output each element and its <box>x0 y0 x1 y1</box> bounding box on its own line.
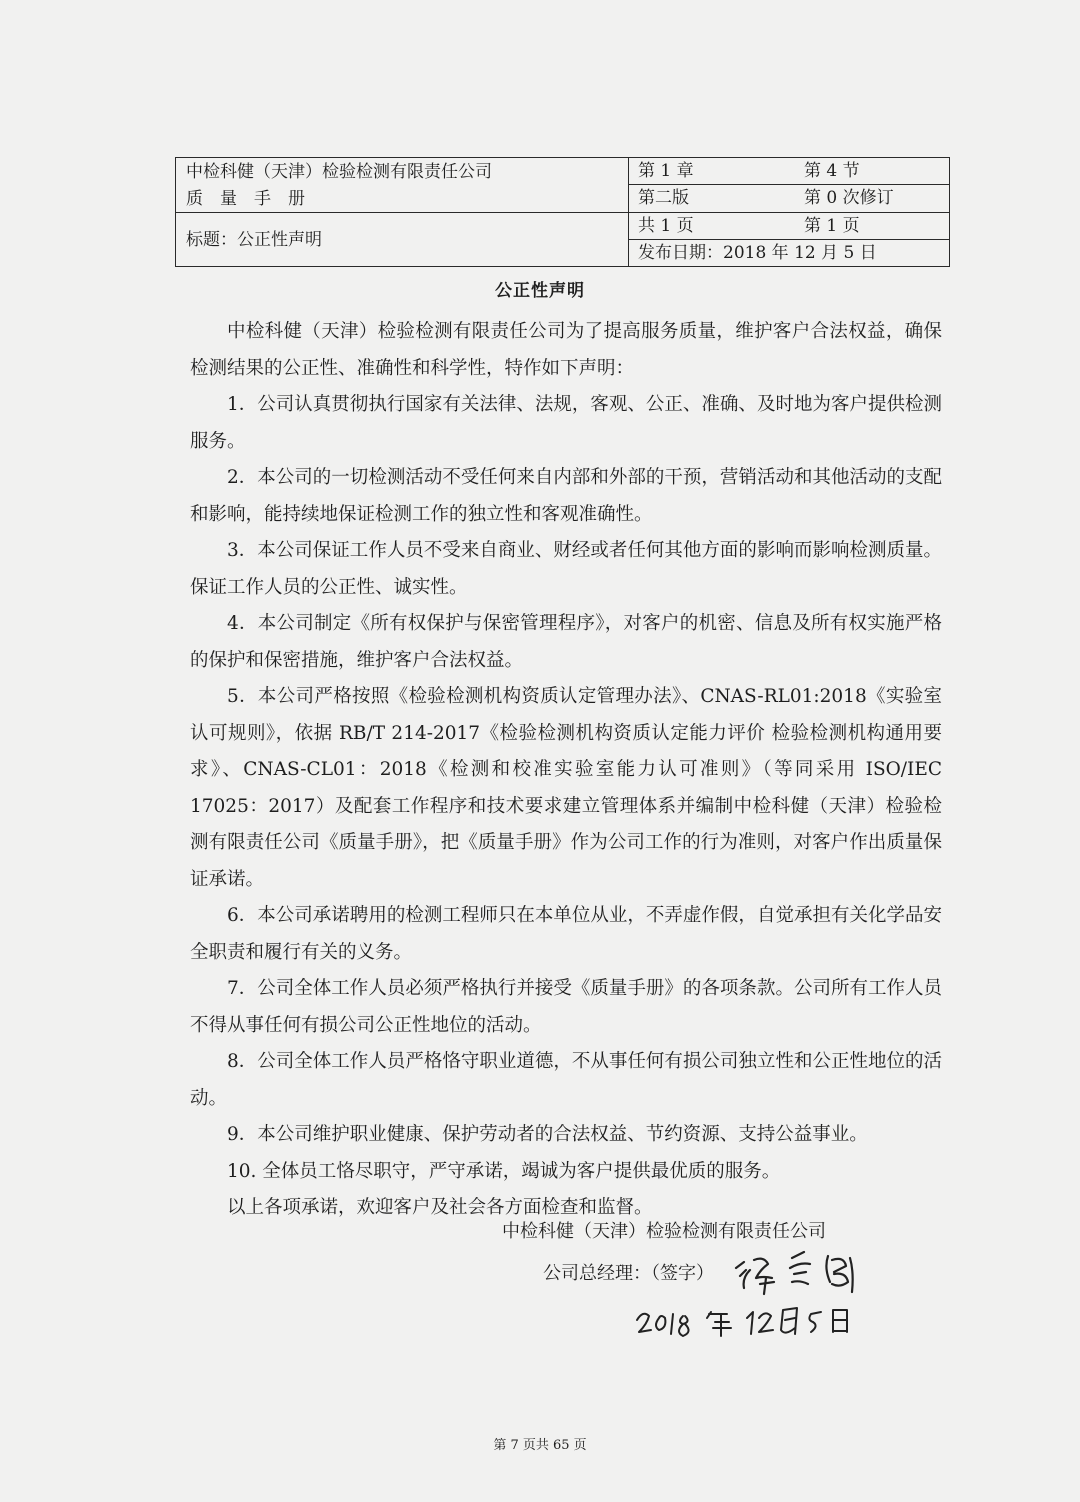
clause-7: 7．公司全体工作人员必须严格执行并接受《质量手册》的各项条款。公司所有工作人员不得从事任何有损公司公正性地位的活动。 <box>190 978 942 1036</box>
clause-10: 10. 全体员工恪尽职守，严守承诺，竭诚为客户提供最优质的服务。 <box>227 1160 781 1182</box>
closing-paragraph: 以上各项承诺，欢迎客户及社会各方面检查和监督。 <box>227 1197 653 1218</box>
header-title-label: 标题：公正性声明 <box>186 230 322 250</box>
intro-paragraph: 中检科健（天津）检验检测有限责任公司为了提高服务质量，维护客户合法权益，确保检测结果的公正性、准确性和科学性，特作如下声明： <box>190 321 942 379</box>
header-section: 第 4 节 <box>804 161 860 181</box>
statement-body <box>190 314 942 1227</box>
header-revision: 第 0 次修订 <box>804 188 894 208</box>
header-table <box>175 157 950 267</box>
header-total-pages: 共 1 页 <box>638 216 694 236</box>
header-chapter: 第 1 章 <box>638 161 694 181</box>
clause-6: 6．本公司承诺聘用的检测工程师只在本单位从业，不弄虚作假，自觉承担有关化学品安全职责和履行有关的义务。 <box>190 905 942 963</box>
clause-1: 1．公司认真贯彻执行国家有关法律、法规，客观、公正、准确、及时地为客户提供检测服务。 <box>190 394 942 452</box>
clause-8: 8．公司全体工作人员严格恪守职业道德，不从事任何有损公司独立性和公正性地位的活动。 <box>190 1051 942 1109</box>
header-manual: 质 量 手 册 <box>186 189 305 209</box>
header-edition: 第二版 <box>638 188 689 208</box>
handwritten-signature <box>730 1248 880 1298</box>
clause-2: 2．本公司的一切检测活动不受任何来自内部和外部的干预，营销活动和其他活动的支配和影响，能持续地保证检测工作的独立性和客观准确性。 <box>190 467 942 525</box>
clause-3: 3．本公司保证工作人员不受来自商业、财经或者任何其他方面的影响而影响检测质量。保证工作人员的公正性、诚实性。 <box>190 540 942 598</box>
clause-4: 4．本公司制定《所有权保护与保密管理程序》，对客户的机密、信息及所有权实施严格的保护和保密措施，维护客户合法权益。 <box>190 613 942 671</box>
header-company: 中检科健（天津）检验检测有限责任公司 <box>186 162 492 182</box>
document-title: 公正性声明 <box>495 281 585 301</box>
header-page: 第 1 页 <box>804 216 860 236</box>
header-release-date: 发布日期：2018 年 12 月 5 日 <box>638 243 877 263</box>
signature-company: 中检科健（天津）检验检测有限责任公司 <box>502 1221 826 1242</box>
clause-5: 5．本公司严格按照《检验检测机构资质认定管理办法》、CNAS-RL01:2018《实验室认可规则》，依据 RB/T 214-2017《检验检测机构资质认定能力评价 检验检测机构通用要求》、CNAS-CL01：2018《检测和校准实验室能力认可准则》（等同采用 ISO/IEC 17025：2017）及配套工作程序和技术要求建立管理体系并编制中检科健（天津）检验检测有限责任公司《质量手册》，把《质量手册》作为公司工作的行为准则，对客户作出质量保证承诺。 <box>190 686 942 890</box>
handwritten-date <box>635 1296 865 1340</box>
clause-9: 9．本公司维护职业健康、保护劳动者的合法权益、节约资源、支持公益事业。 <box>227 1124 868 1145</box>
manager-label: 公司总经理：（签字） <box>543 1263 714 1284</box>
page-footer: 第 7 页共 65 页 <box>493 1438 587 1453</box>
